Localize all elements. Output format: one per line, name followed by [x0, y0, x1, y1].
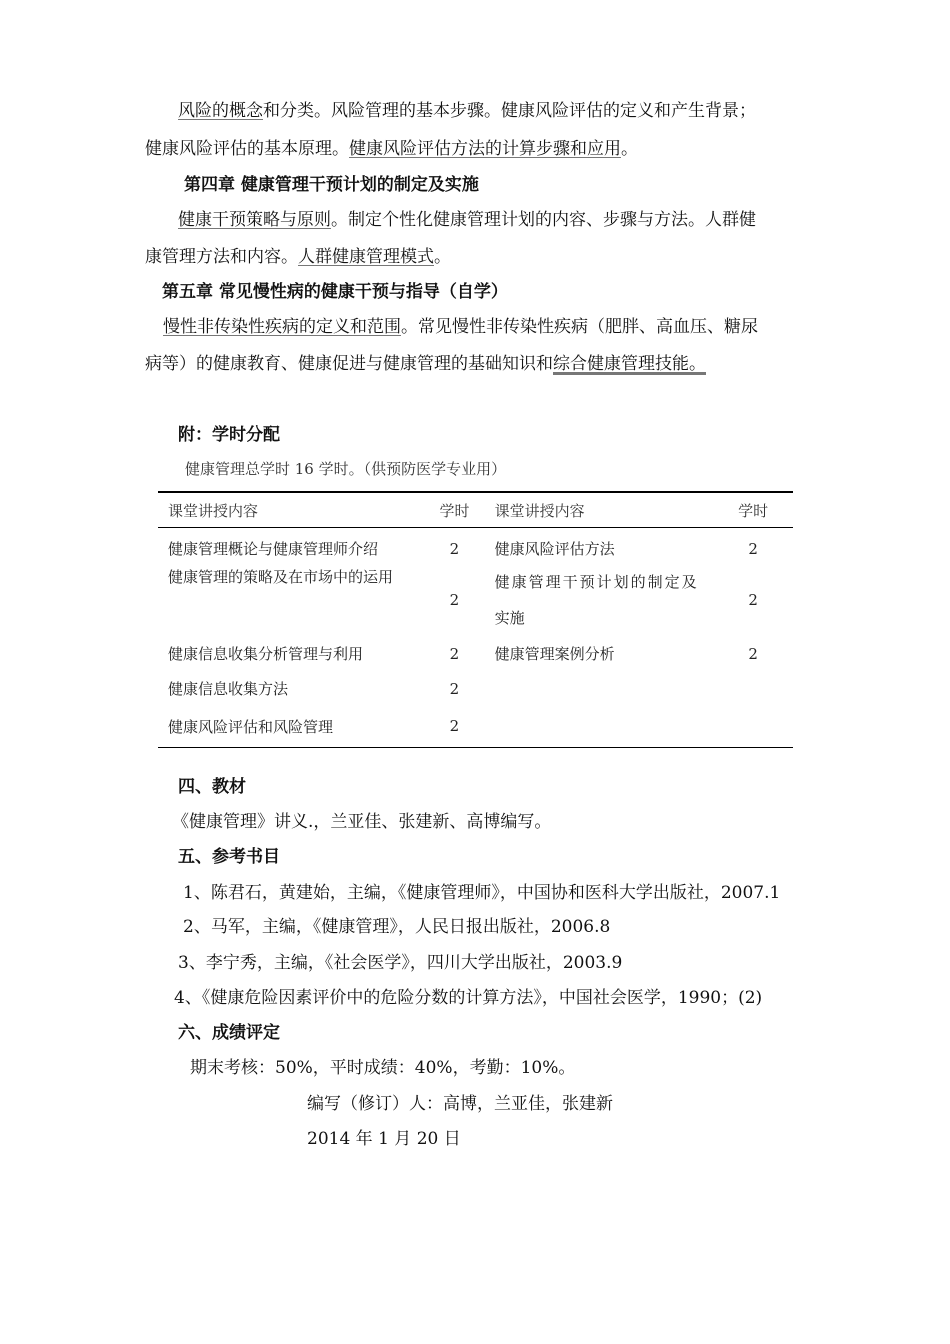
col-header-hours: 学时 — [424, 492, 484, 528]
reference-item: 1、陈君石，黄建始，主编，《健康管理师》，中国协和医科大学出版社，2007.1 — [183, 883, 781, 903]
underlined-term: 健康干预策略与原则 — [178, 210, 331, 230]
textbook-text: 《健康管理》讲义.，兰亚佳、张建新、高博编写。 — [172, 812, 552, 832]
table-row: 健康信息收集分析管理与利用 2 健康管理案例分析 2 — [168, 644, 758, 663]
col-header-content: 课堂讲授内容 — [485, 492, 714, 528]
table-header-row — [158, 492, 793, 528]
col-header-content: 课堂讲授内容 — [158, 492, 424, 528]
underlined-term: 人群健康管理模式 — [298, 247, 434, 267]
underlined-term: 综合健康管理技能。 — [553, 354, 706, 374]
date-line: 2014 年 1 月 20 日 — [307, 1129, 461, 1149]
reference-item: 2、马军，主编，《健康管理》，人民日报出版社，2006.8 — [183, 917, 611, 937]
reference-item: 4、《健康危险因素评价中的危险分数的计算方法》，中国社会医学，1990；(2) — [174, 988, 763, 1008]
authors-line: 编写（修订）人：高博，兰亚佳，张建新 — [307, 1094, 613, 1114]
underlined-term: 风险的概念 — [178, 101, 263, 121]
references-heading: 五、参考书目 — [178, 847, 280, 867]
para-risk-line1: 风险的概念和分类。风险管理的基本步骤。健康风险评估的定义和产生背景； — [178, 101, 756, 121]
textbook-heading: 四、教材 — [178, 777, 246, 797]
para-intervention-line2: 康管理方法和内容。人群健康管理模式。 — [145, 247, 451, 267]
col-header-hours: 学时 — [713, 492, 793, 528]
table-row: 健康信息收集方法 2 — [168, 679, 460, 698]
appendix-note: 健康管理总学时 16 学时。（供预防医学专业用） — [185, 460, 507, 478]
underlined-term: 慢性非传染性疾病的定义和范围 — [163, 317, 401, 337]
para-chronic-line1: 慢性非传染性疾病的定义和范围。常见慢性非传染性疾病（肥胖、高血压、糖尿 — [163, 317, 758, 337]
table-row: 健康管理的策略及在市场中的运用 2 健康管理干预计划的制定及 实施 2 — [168, 567, 758, 627]
para-intervention-line1: 健康干预策略与原则。制定个性化健康管理计划的内容、步骤与方法。人群健 — [178, 210, 756, 230]
hours-table — [158, 491, 793, 748]
grading-text: 期末考核：50%，平时成绩：40%，考勤：10%。 — [190, 1058, 576, 1078]
appendix-heading: 附：学时分配 — [178, 425, 280, 445]
para-risk-line2: 健康风险评估的基本原理。健康风险评估方法的计算步骤和应用。 — [145, 139, 638, 159]
table-row: 健康管理概论与健康管理师介绍 2 健康风险评估方法 2 — [168, 539, 758, 559]
chapter5-heading: 第五章 常见慢性病的健康干预与指导（自学） — [162, 282, 508, 302]
chapter4-heading: 第四章 健康管理干预计划的制定及实施 — [184, 175, 479, 195]
underlined-term: 健康风险评估方法的计算步骤和应用 — [349, 139, 621, 159]
grading-heading: 六、成绩评定 — [178, 1023, 280, 1043]
table-row: 健康风险评估和风险管理 2 — [168, 717, 460, 736]
para-chronic-line2: 病等）的健康教育、健康促进与健康管理的基础知识和综合健康管理技能。 — [145, 354, 706, 374]
reference-item: 3、李宁秀，主编，《社会医学》，四川大学出版社，2003.9 — [178, 953, 623, 973]
